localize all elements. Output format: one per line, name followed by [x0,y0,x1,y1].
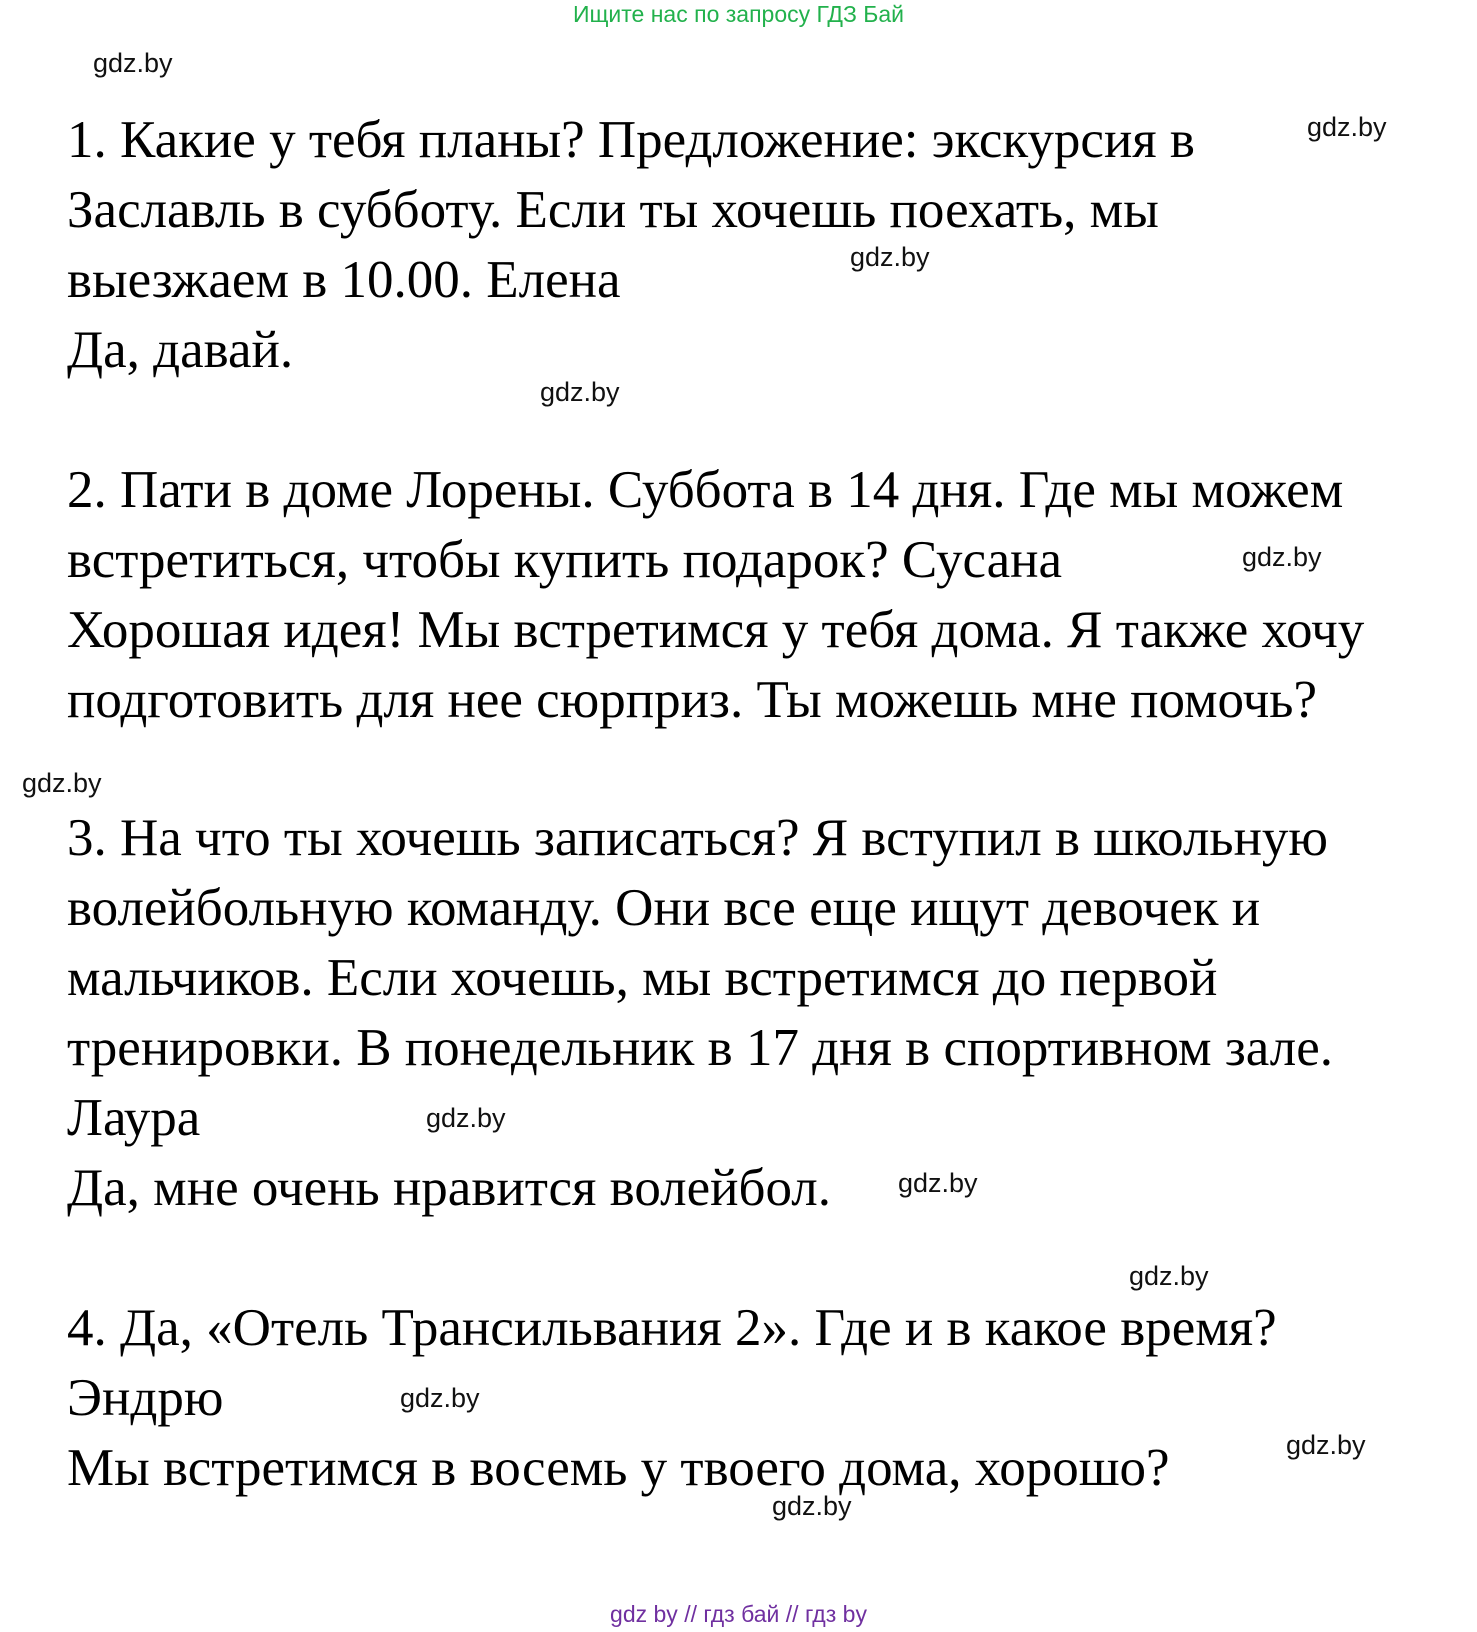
answer-4-line-1: 4. Да, «Отель Трансильвания 2». Где и в какое время? [67,1299,1277,1357]
answer-1-line-4: Да, давай. [67,321,294,379]
answer-1-line-3: выезжаем в 10.00. Елена [67,251,621,309]
watermark: gdz.by [850,242,930,272]
watermark: gdz.by [1307,112,1387,142]
answer-3-line-4: тренировки. В понедельник в 17 дня в спортивном зале. [67,1019,1333,1077]
watermark: gdz.by [772,1491,852,1521]
answer-4-line-2: Эндрю [67,1369,224,1427]
footer-link-gdz-by[interactable]: gdz by [610,1601,678,1627]
watermark: gdz.by [426,1103,506,1133]
footer-link-gdz-by-cyr[interactable]: гдз by [804,1601,867,1627]
footer-links [0,1600,1477,1628]
watermark: gdz.by [1286,1430,1366,1460]
watermark: gdz.by [400,1383,480,1413]
answer-4-line-3: Мы встретимся в восемь у твоего дома, хорошо? [67,1439,1170,1497]
search-hint-link[interactable]: Ищите нас по запросу ГДЗ Бай [572,1,905,27]
footer-separator: // [785,1601,799,1627]
answer-3-line-1: 3. На что ты хочешь записаться? Я вступил в школьную [67,809,1329,867]
watermark: gdz.by [898,1168,978,1198]
footer-separator: // [684,1601,697,1627]
answer-2-line-3: Хорошая идея! Мы встретимся у тебя дома. Я также хочу [67,601,1365,659]
answer-2-line-1: 2. Пати в доме Лорены. Суббота в 14 дня. Где мы можем [67,461,1344,519]
answer-2-line-2: встретиться, чтобы купить подарок? Сусана [67,531,1063,589]
answer-3-line-6: Да, мне очень нравится волейбол. [67,1159,831,1217]
footer-link-gdz-bai[interactable]: гдз бай [703,1601,780,1627]
answer-1-line-2: Заславль в субботу. Если ты хочешь поехать, мы [67,181,1159,239]
watermark: gdz.by [93,48,173,78]
watermark: gdz.by [22,768,102,798]
answer-3-line-2: волейбольную команду. Они все еще ищут девочек и [67,879,1261,937]
watermark: gdz.by [1129,1261,1209,1291]
answer-2-line-4: подготовить для нее сюрприз. Ты можешь мне помочь? [67,671,1317,729]
answer-3-line-5: Лаура [67,1089,201,1147]
watermark: gdz.by [540,377,620,407]
answer-1-line-1: 1. Какие у тебя планы? Предложение: экскурсия в [67,111,1195,169]
answer-3-line-3: мальчиков. Если хочешь, мы встретимся до первой [67,949,1218,1007]
watermark: gdz.by [1242,542,1322,572]
